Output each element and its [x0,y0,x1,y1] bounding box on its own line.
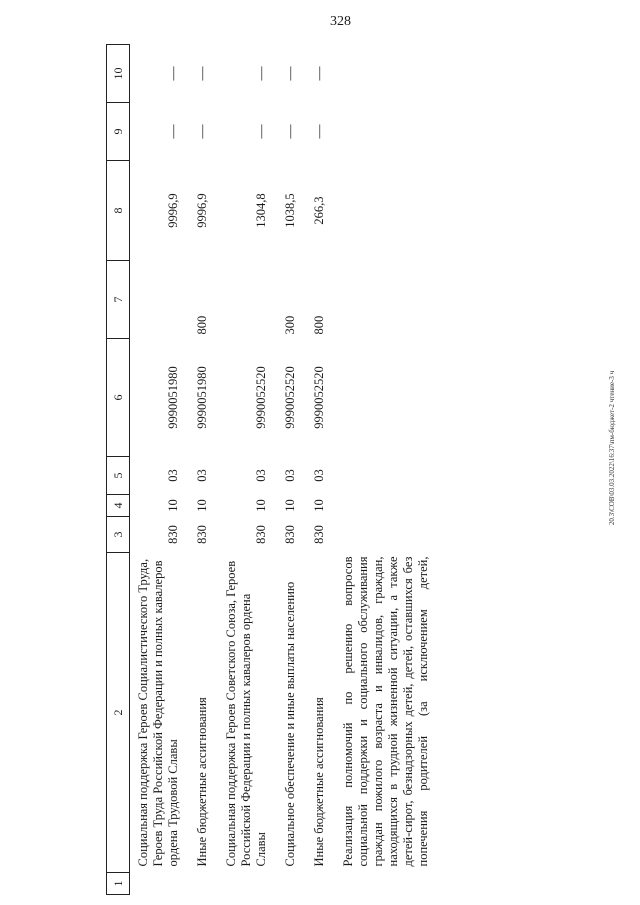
table-header-row [107,45,130,895]
table-row [306,45,335,895]
row-section: 10 [254,499,268,512]
row-col9: — [283,124,298,139]
row-expense-type [130,261,190,339]
row-col9 [335,103,439,161]
row-col9: — [312,124,327,139]
row-subsection: 03 [166,469,180,482]
column-header-8: 8 [107,161,130,261]
row-col10: — [166,66,181,81]
row-amount [335,161,439,261]
row-col10: — [195,66,210,81]
table-row [335,45,439,895]
row-amount: 1304,8 [254,193,268,228]
row-amount: 1038,5 [283,193,297,228]
column-header-7: 7 [107,261,130,339]
row-amount: 266,3 [312,196,326,225]
row-section: 10 [312,499,326,512]
rotated-page-content [106,45,606,895]
row-name: Социальное обеспечение и иные выплаты населению [283,581,297,867]
row-section [335,495,439,517]
row-col9: — [166,124,181,139]
row-target-article: 9990051980 [166,366,180,429]
row-gr-code: 830 [195,525,209,544]
row-section: 10 [166,499,180,512]
row-gr-code: 830 [312,525,326,544]
row-col10: — [312,66,327,81]
row-name: Социальная поддержка Героев Социалистического Труда, Героев Труда Российской Федерации и полных кавалеров ордена Трудовой Славы [136,558,180,867]
row-name: Реализация полномочий по решению вопросов социальной поддержки и социального обслуживания граждан пожилого возраста и инвалидов, граждан, находящихся в трудной жизненной ситуации, а также детей-сирот, безнадзорных детей, детей, оставшихся без попечения родителей (за исключением детей, [341,556,430,867]
column-header-1: 1 [107,873,130,895]
table-row [277,45,306,895]
row-target-article: 9990051980 [195,366,209,429]
row-col10: — [254,66,269,81]
column-header-9: 9 [107,103,130,161]
column-header-3: 3 [107,517,130,553]
row-expense-type: 300 [283,315,297,335]
row-gr-code: 830 [166,525,180,544]
row-expense-type [218,261,277,339]
column-header-4: 4 [107,495,130,517]
row-col10 [335,45,439,103]
row-subsection: 03 [312,469,326,482]
row-name: Иные бюджетные ассигнования [312,697,326,867]
row-subsection: 03 [283,469,297,482]
row-expense-type: 800 [312,315,326,335]
row-target-article: 9990052520 [283,366,297,429]
row-target-article: 9990052520 [254,366,268,429]
page-number: 328 [330,14,351,29]
row-col9: — [254,124,269,139]
row-target-article: 9990052520 [312,366,326,429]
column-header-10: 10 [107,45,130,103]
row-amount: 9996,9 [166,193,180,228]
table-row [130,45,190,895]
row-expense-type: 800 [195,315,209,335]
row-gr-code: 830 [254,525,268,544]
row-gr-code [335,517,439,553]
row-col9: — [195,124,210,139]
row-name: Иные бюджетные ассигнования [195,697,209,867]
document-stamp: 20.3\СОВ\03.03.2022\16:37\пм-бюджет-2 чтение-3 ч [608,370,616,526]
row-subsection [335,457,439,495]
column-header-6: 6 [107,339,130,457]
row-subsection: 03 [195,469,209,482]
row-section: 10 [195,499,209,512]
row-expense-type [335,261,439,339]
column-header-2: 2 [107,553,130,873]
table-row [189,45,218,895]
row-name: Социальная поддержка Героев Советского Союза, Героев Российской Федерации и полных кавалеров ордена Славы [224,560,268,867]
row-section: 10 [283,499,297,512]
budget-table [106,44,439,895]
row-target-article [335,339,439,457]
row-amount: 9996,9 [195,193,209,228]
row-subsection: 03 [254,469,268,482]
row-col10: — [283,66,298,81]
column-header-5: 5 [107,457,130,495]
table-row [218,45,277,895]
row-gr-code: 830 [283,525,297,544]
